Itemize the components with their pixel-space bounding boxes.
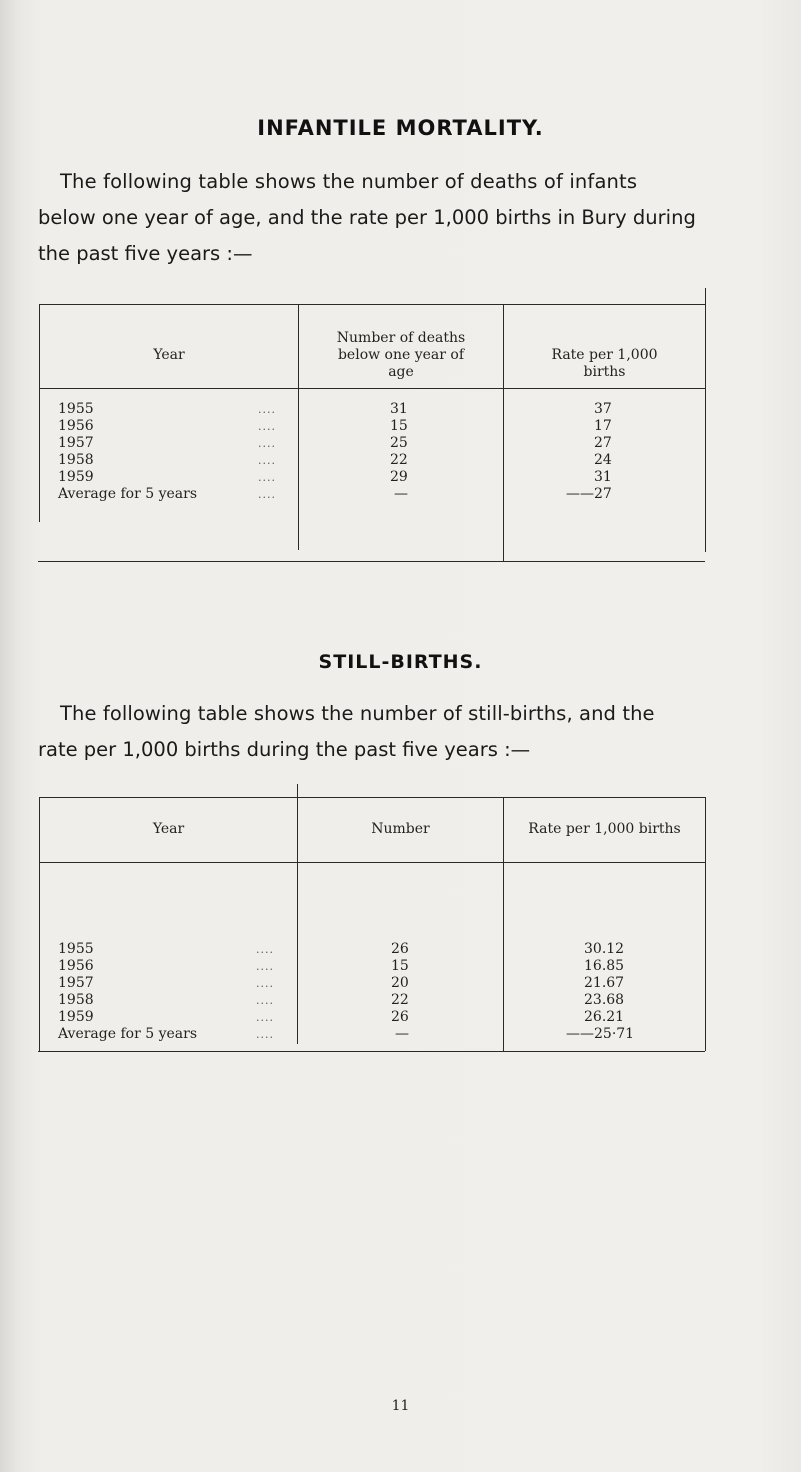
number-cell: —: [394, 486, 408, 502]
header-line: births: [583, 364, 626, 380]
infant-mortality-heading: INFANTILE MORTALITY.: [257, 116, 544, 140]
header-line: below one year of: [337, 347, 465, 363]
year-cell: 1956: [58, 418, 94, 434]
rate-cell: 26.21: [584, 1009, 625, 1025]
number-cell: 26: [391, 1009, 409, 1025]
leader-dots: ....: [258, 403, 276, 416]
leader-dots: ....: [258, 454, 276, 467]
number-cell: 15: [391, 958, 409, 974]
table-row: [0, 401, 801, 418]
leader-dots: ....: [258, 488, 276, 501]
number-cell: 22: [391, 992, 409, 1008]
year-cell: 1959: [58, 1009, 94, 1025]
rate-cell: 27: [594, 435, 612, 451]
number-cell: 15: [390, 418, 408, 434]
rate-cell: ——27: [566, 486, 612, 502]
page-number: 11: [391, 1398, 410, 1414]
leader-dots: ....: [256, 994, 274, 1007]
header-line: age: [388, 364, 414, 380]
still-births-heading: STILL-BIRTHS.: [318, 651, 483, 673]
rate-cell: 23.68: [584, 992, 625, 1008]
header-line: Rate per 1,000: [551, 347, 658, 363]
leader-dots: ....: [256, 977, 274, 990]
infant-intro-line: The following table shows the number of deaths of infants: [60, 170, 638, 193]
table-row: [0, 435, 801, 452]
table-row-average: [0, 1026, 801, 1043]
leader-dots: ....: [256, 1028, 274, 1041]
year-cell: 1957: [58, 975, 94, 991]
column-header-year: Year: [153, 347, 185, 363]
year-cell: Average for 5 years: [58, 486, 198, 502]
table-header-border: [40, 388, 705, 389]
leader-dots: ....: [256, 943, 274, 956]
rate-cell: 30.12: [584, 941, 625, 957]
number-cell: 25: [390, 435, 408, 451]
number-cell: 22: [390, 452, 408, 468]
rate-cell: 24: [594, 452, 612, 468]
table-row-average: [0, 486, 801, 503]
table-top-border: [40, 797, 705, 798]
header-line: Number of deaths: [336, 330, 466, 346]
column-header-deaths: [299, 330, 503, 381]
leader-dots: ....: [256, 1011, 274, 1024]
rate-cell: 37: [594, 401, 612, 417]
table-row: [0, 958, 801, 975]
leader-dots: ....: [256, 960, 274, 973]
infant-intro-line: the past five years :—: [38, 242, 253, 265]
year-cell: 1958: [58, 452, 94, 468]
column-header-rate: Rate per 1,000 births: [528, 821, 681, 837]
number-cell: 29: [390, 469, 408, 485]
leader-dots: ....: [258, 437, 276, 450]
still-births-intro-paragraph: [38, 696, 748, 768]
year-cell: 1957: [58, 435, 94, 451]
table-row: [0, 992, 801, 1009]
rate-cell: ——25·71: [566, 1026, 635, 1042]
table-row: [0, 452, 801, 469]
rate-cell: 17: [594, 418, 612, 434]
table-bottom-border: [38, 561, 705, 562]
rate-cell: 16.85: [584, 958, 625, 974]
number-cell: 31: [390, 401, 408, 417]
column-header-number: Number: [371, 821, 430, 837]
table-row: [0, 1009, 801, 1026]
rate-cell: 21.67: [584, 975, 625, 991]
number-cell: —: [395, 1026, 409, 1042]
table-row: [0, 941, 801, 958]
still-intro-line: rate per 1,000 births during the past five years :—: [38, 738, 531, 761]
table-top-border: [40, 304, 705, 305]
leader-dots: ....: [258, 420, 276, 433]
table-bottom-border: [38, 1051, 705, 1052]
infant-intro-paragraph: [38, 164, 748, 272]
year-cell: 1958: [58, 992, 94, 1008]
column-header-year: Year: [152, 821, 185, 837]
number-cell: 26: [391, 941, 409, 957]
table-row: [0, 975, 801, 992]
rate-cell: 31: [594, 469, 612, 485]
year-cell: 1959: [58, 469, 94, 485]
table-row: [0, 418, 801, 435]
still-intro-line: The following table shows the number of still-births, and the: [60, 702, 655, 725]
infant-intro-line: below one year of age, and the rate per 1,000 births in Bury during: [38, 206, 696, 229]
number-cell: 20: [391, 975, 409, 991]
table-header-border: [40, 862, 705, 863]
year-cell: 1955: [58, 941, 94, 957]
table-row: [0, 469, 801, 486]
year-cell: Average for 5 years: [58, 1026, 198, 1042]
year-cell: 1956: [58, 958, 94, 974]
leader-dots: ....: [258, 471, 276, 484]
column-header-rate: [504, 347, 705, 381]
year-cell: 1955: [58, 401, 94, 417]
